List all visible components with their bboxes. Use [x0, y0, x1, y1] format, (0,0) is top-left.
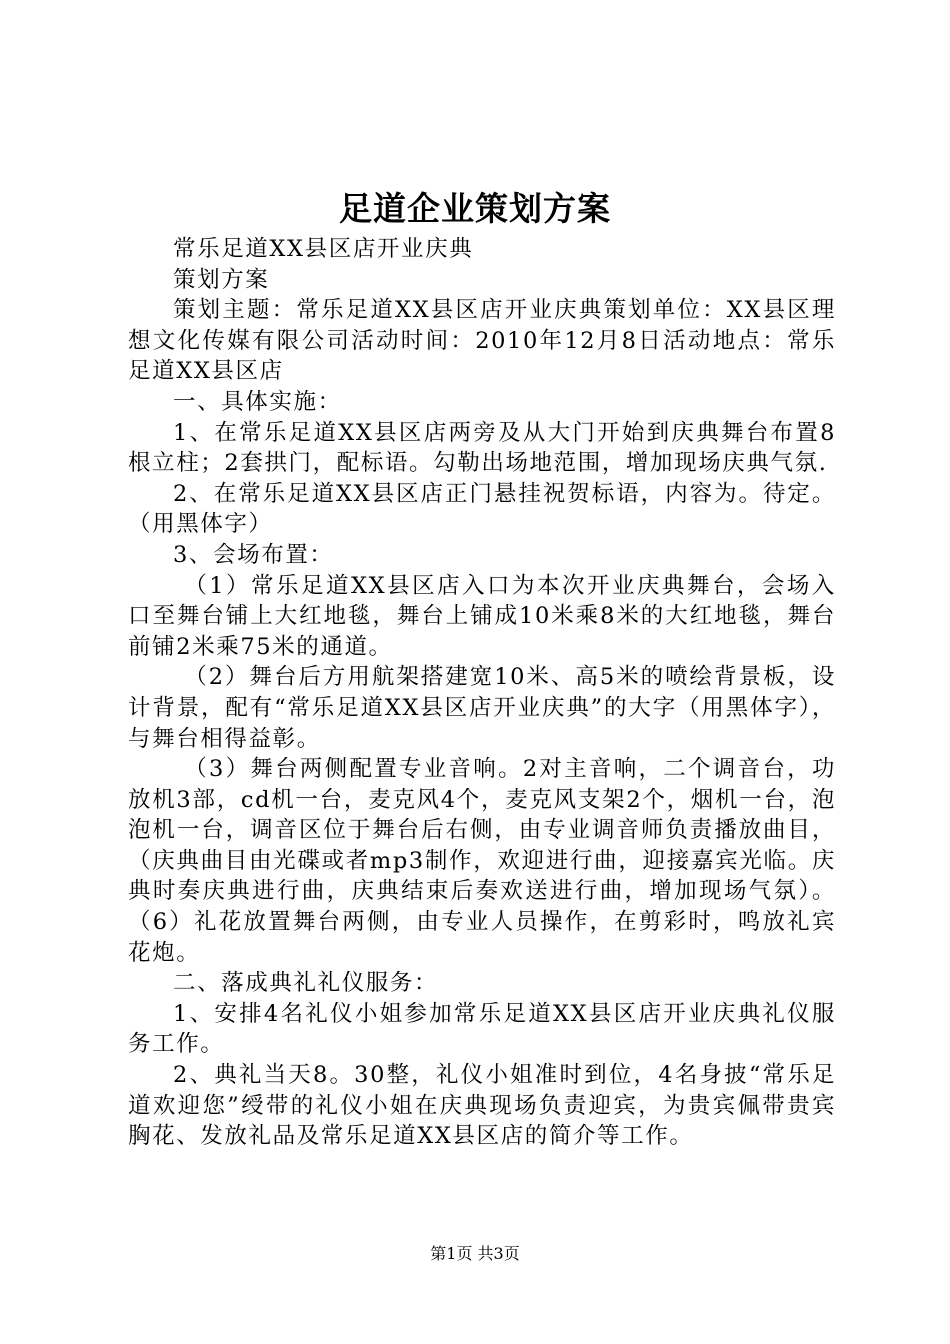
paragraph-subitem-3: （3）舞台两侧配置专业音响。2对主音响，二个调音台，功放机3部，cd机一台，麦克风4个，麦克风支架2个，烟机一台，泡泡机一台，调音区位于舞台后右侧，由专业调音师负责播放曲目，（庆典曲目由光碟或者mp3制作，欢迎进行曲，迎接嘉宾光临。庆典时奏庆典进行曲，庆典结束后奏欢送进行曲，增加现场气氛）。（6）礼花放置舞台两侧，由专业人员操作，在剪彩时，鸣放礼宾花炮。: [128, 756, 836, 966]
document-body: [128, 234, 836, 1152]
paragraph-item-2: 2、在常乐足道XX县区店正门悬挂祝贺标语，内容为。待定。（用黑体字）: [128, 480, 836, 538]
page-footer: 第1页 共3页: [430, 1244, 520, 1263]
paragraph-item-3: 3、会场布置：: [173, 541, 334, 568]
section-heading-implementation: 一、具体实施：: [173, 388, 342, 415]
paragraph-event-name: 常乐足道XX县区店开业庆典: [173, 236, 474, 262]
paragraph-plan-summary: 策划主题：常乐足道XX县区店开业庆典策划单位：XX县区理想文化传媒有限公司活动时间：2010年12月8日活动地点：常乐足道XX县区店: [128, 297, 836, 385]
section-heading-etiquette: 二、落成典礼礼仪服务：: [173, 970, 439, 997]
paragraph-subitem-1: （1）常乐足道XX县区店入口为本次开业庆典舞台，会场入口至舞台铺上大红地毯，舞台上铺成10米乘8米的大红地毯，舞台前铺2米乘75米的通道。: [128, 572, 836, 660]
paragraph-subitem-2: （2）舞台后方用航架搭建宽10米、高5米的喷绘背景板，设计背景，配有“常乐足道XX县区店开业庆典”的大字（用黑体字），与舞台相得益彰。: [128, 664, 836, 752]
paragraph-item-1: 1、在常乐足道XX县区店两旁及从大门开始到庆典舞台布置8根立柱；2套拱门，配标语。勾勒出场地范围，增加现场庆典气氛.: [128, 419, 836, 477]
paragraph-etiquette-1: 1、安排4名礼仪小姐参加常乐足道XX县区店开业庆典礼仪服务工作。: [128, 1000, 836, 1058]
paragraph-etiquette-2: 2、典礼当天8。30整，礼仪小姐准时到位，4名身披“常乐足道欢迎您”绶带的礼仪小姐在庆典现场负责迎宾，为贵宾佩带贵宾胸花、发放礼品及常乐足道XX县区店的简介等工作。: [128, 1062, 836, 1150]
paragraph-plan-label: 策划方案: [173, 266, 270, 293]
document-title: 足道企业策划方案: [339, 189, 611, 228]
